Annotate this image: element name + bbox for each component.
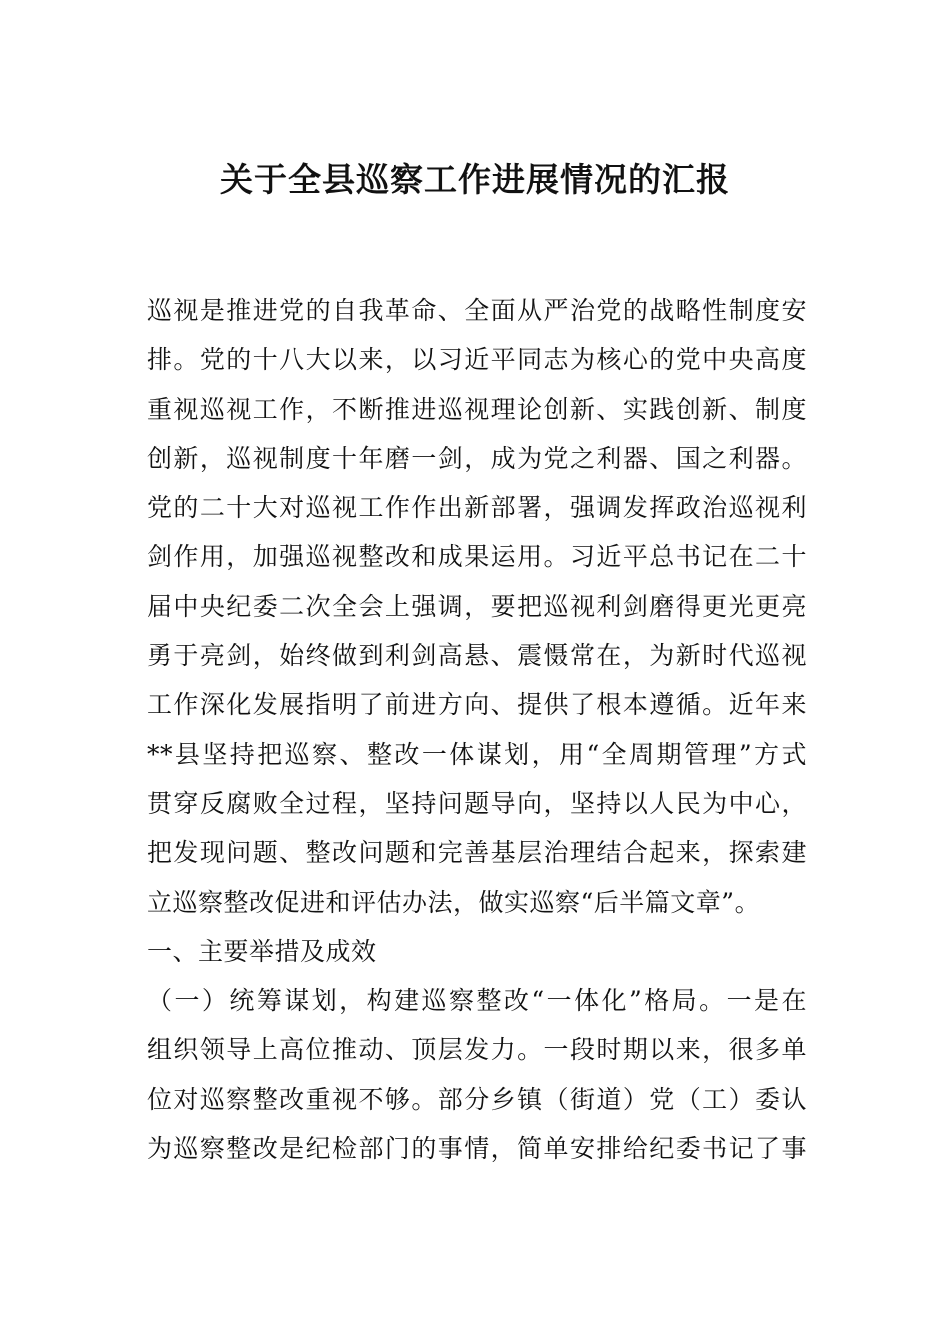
body-line: 为巡察整改是纪检部门的事情，简单安排给纪委书记了事 [147,1134,807,1164]
body-line: 排。党的十八大以来，以习近平同志为核心的党中央高度 [147,345,807,375]
body-line: 党的二十大对巡视工作作出新部署，强调发挥政治巡视利 [147,493,807,523]
document-title: 关于全县巡察工作进展情况的汇报 [220,160,730,199]
body-line: 把发现问题、整改问题和完善基层治理结合起来，探索建 [147,838,807,868]
body-line: **县坚持把巡察、整改一体谋划，用“全周期管理”方式 [147,739,807,769]
body-line: 创新，巡视制度十年磨一剑，成为党之利器、国之利器。 [147,443,807,473]
body-line: 重视巡视工作，不断推进巡视理论创新、实践创新、制度 [147,394,807,424]
body-line: 工作深化发展指明了前进方向、提供了根本遵循。近年来 [147,690,807,720]
body-line: 立巡察整改促进和评估办法，做实巡察“后半篇文章”。 [147,887,761,917]
body-line: 巡视是推进党的自我革命、全面从严治党的战略性制度安 [147,296,807,325]
document-body [147,286,807,1173]
body-line: 届中央纪委二次全会上强调，要把巡视利剑磨得更光更亮 [147,591,807,621]
body-line: 组织领导上高位推动、顶层发力。一段时期以来，很多单 [147,1035,807,1065]
body-line: 勇于亮剑，始终做到利剑高悬、震慑常在，为新时代巡视 [147,641,807,671]
body-line: 剑作用，加强巡视整改和成果运用。习近平总书记在二十 [147,542,807,572]
body-line: 贯穿反腐败全过程，坚持问题导向，坚持以人民为中心， [147,788,807,818]
body-line: （一）统筹谋划，构建巡察整改“一体化”格局。一是在 [147,986,807,1016]
body-line: 位对巡察整改重视不够。部分乡镇（街道）党（工）委认 [147,1084,807,1114]
section-heading: 一、主要举措及成效 [147,936,377,966]
